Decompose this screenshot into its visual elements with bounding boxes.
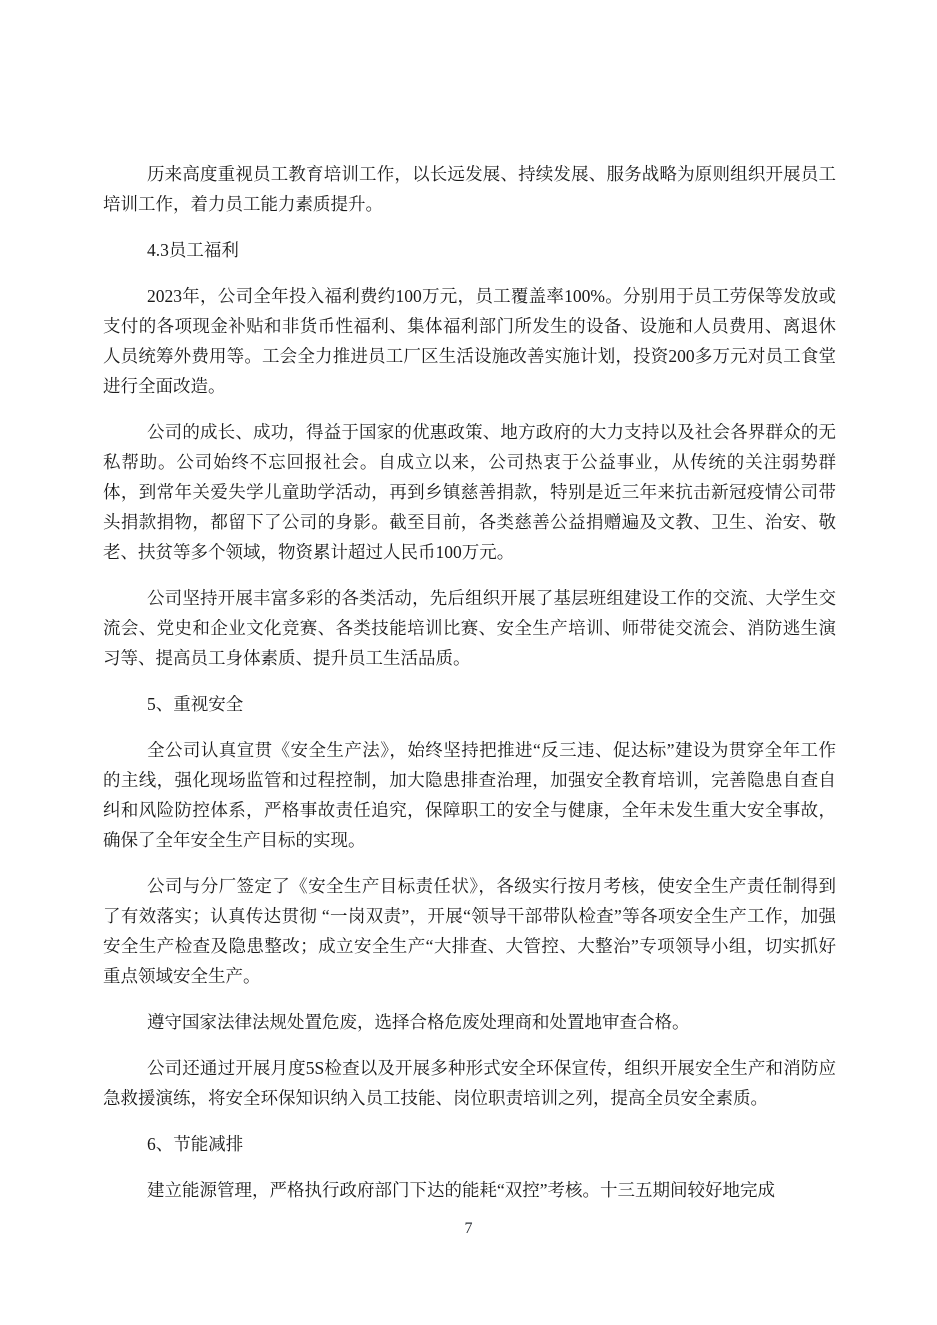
paragraph-hazardous-waste: 遵守国家法律法规处置危废，选择合格危废处理商和处置地审查合格。 xyxy=(147,1012,690,1032)
paragraph-safety-responsibility: 公司与分厂签定了《安全生产目标责任状》，各级实行按月考核，使安全生产责任制得到了有效落实；认真传达贯彻 “一岗双责”，开展“领导干部带队检查”等各项安全生产工作，加强安全生产检查及隐患整改；成立安全生产“大排查、大管控、大整治”专项领导小组，切实抓好重点领域安全生产。 xyxy=(103,876,836,986)
page-number: 7 xyxy=(464,1220,473,1237)
paragraph-5s-inspection: 公司还通过开展月度5S检查以及开展多种形式安全环保宣传，组织开展安全生产和消防应急救援演练，将安全环保知识纳入员工技能、岗位职责培训之列，提高全员安全素质。 xyxy=(103,1058,836,1108)
document-body xyxy=(103,159,836,1205)
paragraph-energy-management: 建立能源管理，严格执行政府部门下达的能耗“双控”考核。十三五期间较好地完成 xyxy=(147,1180,776,1200)
paragraph-safety-law: 全公司认真宣贯《安全生产法》，始终坚持把推进“反三违、促达标”建设为贯穿全年工作的主线，强化现场监管和过程控制，加大隐患排查治理，加强安全教育培训，完善隐患自查自纠和风险防控体系，严格事故责任追究，保障职工的安全与健康，全年未发生重大安全事故，确保了全年安全生产目标的实现。 xyxy=(103,740,836,850)
paragraph-charity: 公司的成长、成功，得益于国家的优惠政策、地方政府的大力支持以及社会各界群众的无私帮助。公司始终不忘回报社会。自成立以来，公司热衷于公益事业，从传统的关注弱势群体，到常年关爱失学儿童助学活动，再到乡镇慈善捐款，特别是近三年来抗击新冠疫情公司带头捐款捐物，都留下了公司的身影。截至目前，各类慈善公益捐赠遍及文教、卫生、治安、敬老、扶贫等多个领域，物资累计超过人民币100万元。 xyxy=(103,422,836,562)
section-heading-energy-saving: 6、节能减排 xyxy=(147,1134,244,1154)
paragraph-employee-training: 历来高度重视员工教育培训工作，以长远发展、持续发展、服务战略为原则组织开展员工培训工作，着力员工能力素质提升。 xyxy=(103,164,836,214)
section-heading-employee-welfare: 4.3员工福利 xyxy=(147,240,239,260)
section-heading-safety: 5、重视安全 xyxy=(147,694,244,714)
paragraph-welfare-spending: 2023年，公司全年投入福利费约100万元，员工覆盖率100%。分别用于员工劳保等发放或支付的各项现金补贴和非货币性福利、集体福利部门所发生的设备、设施和人员费用、离退休人员统筹外费用等。工会全力推进员工厂区生活设施改善实施计划，投资200多万元对员工食堂进行全面改造。 xyxy=(103,286,836,396)
paragraph-activities: 公司坚持开展丰富多彩的各类活动，先后组织开展了基层班组建设工作的交流、大学生交流会、党史和企业文化竞赛、各类技能培训比赛、安全生产培训、师带徒交流会、消防逃生演习等、提高员工身体素质、提升员工生活品质。 xyxy=(103,588,836,668)
